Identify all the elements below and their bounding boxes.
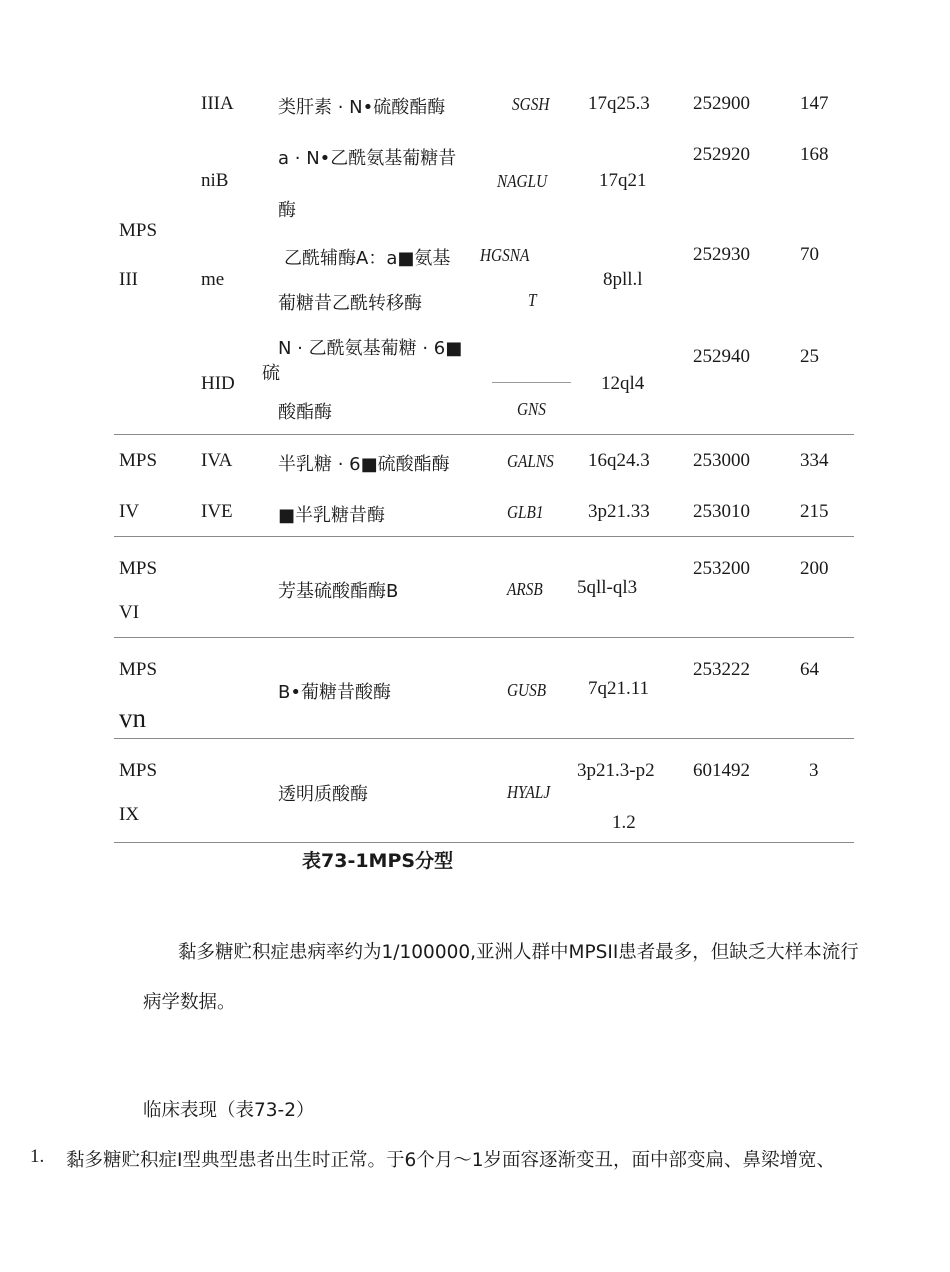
count-cell: 25	[800, 346, 819, 367]
subtype-label: me	[201, 269, 225, 290]
locus-cell: 16q24.3	[588, 450, 650, 471]
omim-cell: 252900	[693, 93, 750, 114]
group-label-line1: MPS	[119, 760, 158, 781]
list-item-text: 黏多糖贮积症I型典型患者出生时正常。于6个月〜1岁面容逐渐变丑，面中部变扁、鼻梁增宽、	[66, 1150, 836, 1171]
subtype-label: niB	[201, 170, 229, 191]
enzyme-cell-line2: 葡糖昔乙酰转移酶	[278, 293, 422, 314]
enzyme-cell: B•葡糖昔酸酶	[278, 682, 391, 703]
enzyme-cell-line1: 乙酰辅酶A：a■氨基	[284, 248, 451, 269]
gene-cell-line1: HGSNA	[480, 245, 530, 265]
enzyme-cell: ■半乳糖昔酶	[278, 505, 386, 526]
group-label-line2: VI	[119, 602, 140, 623]
table-divider	[114, 536, 854, 537]
gene-cell: SGSH	[512, 94, 550, 114]
count-cell: 334	[800, 450, 829, 471]
count-cell: 168	[800, 144, 829, 165]
table-bottom-rule	[114, 842, 854, 843]
subtype-label: IVE	[201, 501, 233, 522]
group-label-line1: MPS	[119, 558, 158, 579]
table-divider	[114, 637, 854, 638]
locus-cell-line1: 3p21.3-p2	[577, 760, 655, 781]
table-divider	[114, 738, 854, 739]
omim-cell: 253000	[693, 450, 750, 471]
omim-cell: 252930	[693, 244, 750, 265]
enzyme-cell: 芳基硫酸酯酶B	[278, 581, 399, 602]
section-heading: 临床表现（表73-2）	[143, 1100, 315, 1121]
enzyme-cell: 半乳糖 · 6■硫酸酯酶	[278, 454, 450, 475]
count-cell: 3	[809, 760, 819, 781]
group-label: MPS	[119, 450, 158, 471]
locus-cell: 7q21.11	[588, 678, 650, 699]
omim-cell: 253010	[693, 501, 750, 522]
omim-cell: 253222	[693, 659, 750, 680]
count-cell: 200	[800, 558, 829, 579]
omim-cell: 252940	[693, 346, 750, 367]
gene-cell-divider	[492, 382, 571, 383]
locus-cell: 3p21.33	[588, 501, 650, 522]
gene-cell: HYALJ	[507, 782, 551, 802]
group-mps3-line2: III	[119, 269, 138, 290]
group-mps3-line1: MPS	[119, 220, 158, 241]
paragraph-line1: 黏多糖贮积症患病率约为1/100000,亚洲人群中MPSII患者最多，但缺乏大样本流行	[178, 942, 859, 963]
enzyme-cell: 透明质酸酶	[278, 784, 368, 805]
list-number: 1.	[30, 1146, 45, 1167]
gene-cell-line2: T	[528, 290, 537, 310]
locus-cell: 5qll-ql3	[577, 577, 638, 598]
count-cell: 147	[800, 93, 829, 114]
locus-cell: 8pll.l	[603, 269, 643, 290]
group-label: IV	[119, 501, 140, 522]
subtype-label: IVA	[201, 450, 233, 471]
enzyme-cell-line3: 酸酯酶	[278, 402, 332, 423]
locus-cell: 17q21	[599, 170, 647, 191]
group-label-line2: IX	[119, 804, 140, 825]
enzyme-cell-line1: N · 乙酰氨基葡糖 · 6■	[278, 338, 463, 359]
omim-cell: 253200	[693, 558, 750, 579]
subtype-label: IIIA	[201, 93, 234, 114]
gene-cell: GUSB	[507, 680, 547, 700]
table-caption: 表73-1MPS分型	[302, 850, 454, 872]
paragraph-line2: 病学数据。	[143, 992, 236, 1013]
gene-cell: NAGLU	[497, 171, 548, 191]
count-cell: 215	[800, 501, 829, 522]
gene-cell: GLB1	[507, 502, 544, 522]
gene-cell: GALNS	[507, 451, 554, 471]
subtype-label: HID	[201, 373, 235, 394]
enzyme-cell: 类肝素 · N•硫酸酯酶	[278, 97, 446, 118]
locus-cell: 17q25.3	[588, 93, 650, 114]
omim-cell: 601492	[693, 760, 750, 781]
omim-cell: 252920	[693, 144, 750, 165]
group-label-line1: MPS	[119, 659, 158, 680]
group-label-line2: vn	[119, 703, 146, 733]
enzyme-cell-line2: 硫	[262, 363, 280, 384]
count-cell: 70	[800, 244, 819, 265]
gene-cell: GNS	[517, 399, 546, 419]
locus-cell: 12ql4	[601, 373, 645, 394]
count-cell: 64	[800, 659, 819, 680]
enzyme-cell-line2: 酶	[278, 200, 296, 221]
table-divider	[114, 434, 854, 435]
gene-cell: ARSB	[507, 579, 543, 599]
enzyme-cell-line1: a · N•乙酰氨基葡糖昔	[278, 148, 457, 169]
locus-cell-line2: 1.2	[612, 812, 636, 833]
